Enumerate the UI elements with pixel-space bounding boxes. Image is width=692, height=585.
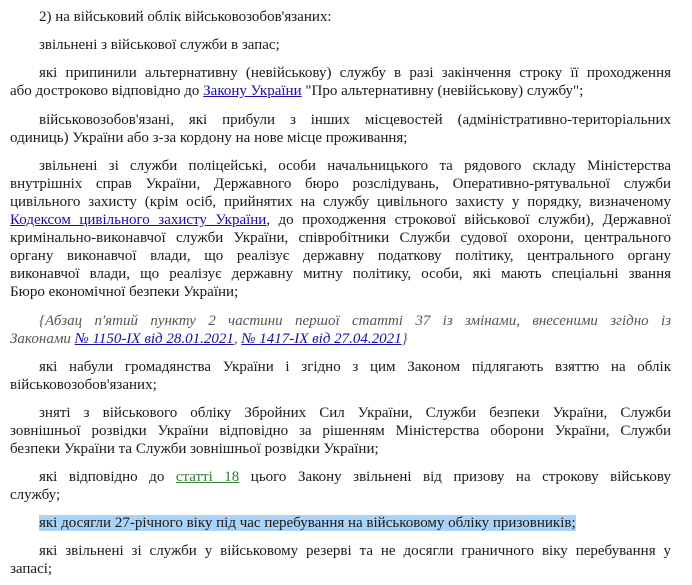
- paragraph-citizenship-line2: військовозобов'язаних;: [10, 377, 157, 393]
- paragraph-alternative-service-line2: або достроково відповідно до Закону України "Про альтернативну (невійськову) службу";: [10, 83, 584, 99]
- paragraph-citizenship-line1: які набули громадянства України і згідно з цим Законом підлягають взяттю на облік: [39, 359, 671, 375]
- paragraph-police-line5: кримінально-виконавчої служби України, співробітники Служби судової охорони, центрального: [10, 230, 671, 246]
- paragraph-arrived-line1: військовозобов'язані, які прибули з інших місцевостей (адміністративно-територіальних: [39, 112, 671, 128]
- paragraph-removed-line2: зовнішньої розвідки України відповідно за рішенням Міністерства оборони України, Служби: [10, 423, 671, 439]
- paragraph-police-line1: звільнені зі служби поліцейські, особи начальницького та рядового складу Міністерства: [39, 158, 671, 174]
- paragraph-heading: 2) на військовий облік військовозобов'язаних:: [39, 9, 332, 25]
- paragraph-military-reserve-line1: які звільнені зі служби у військовому резерві та не досягли граничного віку перебування у: [39, 543, 671, 559]
- paragraph-military-reserve-line2: запасі;: [10, 561, 53, 577]
- paragraph-police-line8: Бюро економічної безпеки України;: [10, 284, 239, 300]
- amendment-note-line2: Законами № 1150-IX від 28.01.2021, № 1417-IX від 27.04.2021}: [10, 331, 408, 347]
- civil-protection-code-link[interactable]: Кодексом цивільного захисту України: [10, 212, 267, 228]
- amendment-link-1150[interactable]: № 1150-IX від 28.01.2021: [74, 331, 234, 347]
- paragraph-police-line2: внутрішніх справ України, Державного бюро розслідувань, Оперативно-рятувальної служби: [10, 176, 671, 192]
- paragraph-police-line6: органу виконавчої влади, що реалізує державну податкову політику, центрального органу: [10, 248, 671, 264]
- paragraph-discharged-to-reserve: звільнені з військової служби в запас;: [39, 37, 280, 53]
- paragraph-age-27: [39, 514, 671, 532]
- paragraph-exempt-line1: які відповідно до статті 18 цього Закону звільнені від призову на строкову військову: [39, 469, 671, 485]
- paragraph-police-line3: цивільного захисту (крім осіб, прийнятих на службу цивільного захисту у порядку, визначеному: [10, 194, 671, 210]
- highlighted-text-selection[interactable]: які досягли 27-річного віку під час перебування на військовому обліку призовників;: [39, 515, 576, 531]
- article-18-link[interactable]: статті 18: [175, 469, 240, 485]
- amendment-note-line1: {Абзац п'ятий пункту 2 частини першої статті 37 із змінами, внесеними згідно із: [39, 313, 671, 329]
- law-link-alternative-service[interactable]: Закону України: [203, 83, 302, 99]
- paragraph-police-line4: Кодексом цивільного захисту України, до проходження строкової військової служби), Державної: [10, 212, 671, 228]
- paragraph-removed-line1: зняті з військового обліку Збройних Сил України, Служби безпеки України, Служби: [39, 405, 671, 421]
- paragraph-alternative-service-line1: які припинили альтернативну (невійськову) службу в разі закінчення строку її проходження: [39, 65, 671, 81]
- paragraph-exempt-line2: службу;: [10, 487, 61, 503]
- paragraph-police-line7: виконавчої влади, що реалізує державну митну політику, особи, які мають спеціальні звання: [10, 266, 671, 282]
- amendment-link-1417[interactable]: № 1417-IX від 27.04.2021: [241, 331, 402, 347]
- paragraph-removed-line3: безпеки України та Служби зовнішньої розвідки України;: [10, 441, 379, 457]
- paragraph-arrived-line2: одиниць) України або з-за кордону на нове місце проживання;: [10, 130, 408, 146]
